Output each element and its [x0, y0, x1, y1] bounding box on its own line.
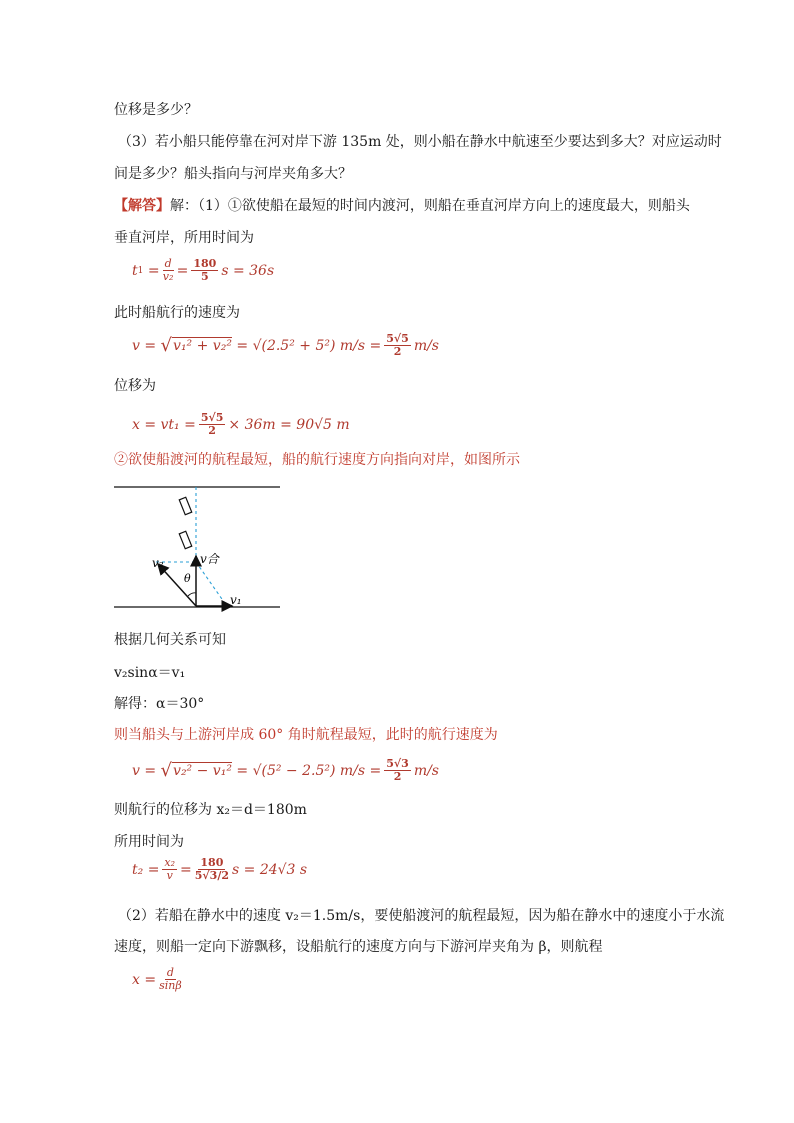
text-line: 此时船航行的速度为 [114, 305, 240, 321]
boat-icon-top [179, 497, 191, 514]
v2-label: v₂ [152, 556, 164, 570]
text-line: 解得：α＝30° [114, 696, 205, 712]
boat-icon-bottom [179, 531, 191, 548]
text-line: 垂直河岸，所用时间为 [114, 230, 254, 246]
v1-label: v₁ [230, 593, 242, 607]
equation-x-beta: x = $\frac{d}{\sin\beta}$ [132, 966, 182, 992]
equation-v-min: v = √ v₂² − v₁² = √(5² − 2.5²) m/s = $\frac{5√3}{2}$ m/s [132, 757, 439, 783]
velocity-diagram [112, 478, 284, 612]
text-line: 速度，则船一定向下游飘移，设船航行的速度方向与下游河岸夹角为 β，则航程 [114, 939, 603, 955]
text-line: 所用时间为 [114, 834, 184, 850]
text-line: v₂sinα＝v₁ [114, 665, 186, 681]
equation-t2: t₂ = $\frac{\text{x₂}}{v}$ = $\frac{180}{5√3/2}$ s = 24√3 s [132, 856, 308, 882]
answer-text: 解：（1）①欲使船在最短的时间内渡河，则船在垂直河岸方向上的速度最大，则船头 [170, 198, 690, 214]
answer-tag: 【解答】 [114, 198, 170, 214]
text-line: 则当船头与上游河岸成 60° 角时航程最短，此时的航行速度为 [114, 727, 498, 743]
equation-x: x = vt₁ = $\frac{5√5}{2}$ × 36m = 90√5 m [132, 411, 350, 437]
theta-arc [188, 593, 196, 596]
text-line: （2）若船在静水中的速度 v₂＝1.5m/s，要使船渡河的航程最短，因为船在静水中的速度小于水流 [118, 908, 725, 924]
question-3-line1: （3）若小船只能停靠在河对岸下游 135m 处，则小船在静水中航速至少要达到多大？对应运动时 [118, 134, 722, 150]
v-he-label: v合 [200, 552, 219, 566]
text-line: 根据几何关系可知 [114, 632, 226, 648]
dashed-diagonal [196, 562, 224, 602]
theta-label: θ [184, 572, 191, 585]
equation-t1: t 1 = $\frac{d}{\text{v₂}}$ = $\frac{180}{5}$ s = 36s [132, 257, 275, 283]
text-line: 位移为 [114, 378, 156, 394]
v2-arrow [158, 564, 196, 606]
equation-v: v = √ v₁² + v₂² = √(2.5² + 5²) m/s = $\frac{5√5}{2}$ m/s [132, 332, 439, 358]
question-3-line2: 间是多少？船头指向与河岸夹角多大？ [114, 166, 352, 182]
text-line: ②欲使船渡河的航程最短，船的航行速度方向指向对岸，如图所示 [114, 452, 520, 468]
text-line: 位移是多少？ [114, 102, 198, 118]
text-line: 则航行的位移为 x₂＝d＝180m [114, 802, 307, 818]
answer-line [114, 196, 690, 216]
